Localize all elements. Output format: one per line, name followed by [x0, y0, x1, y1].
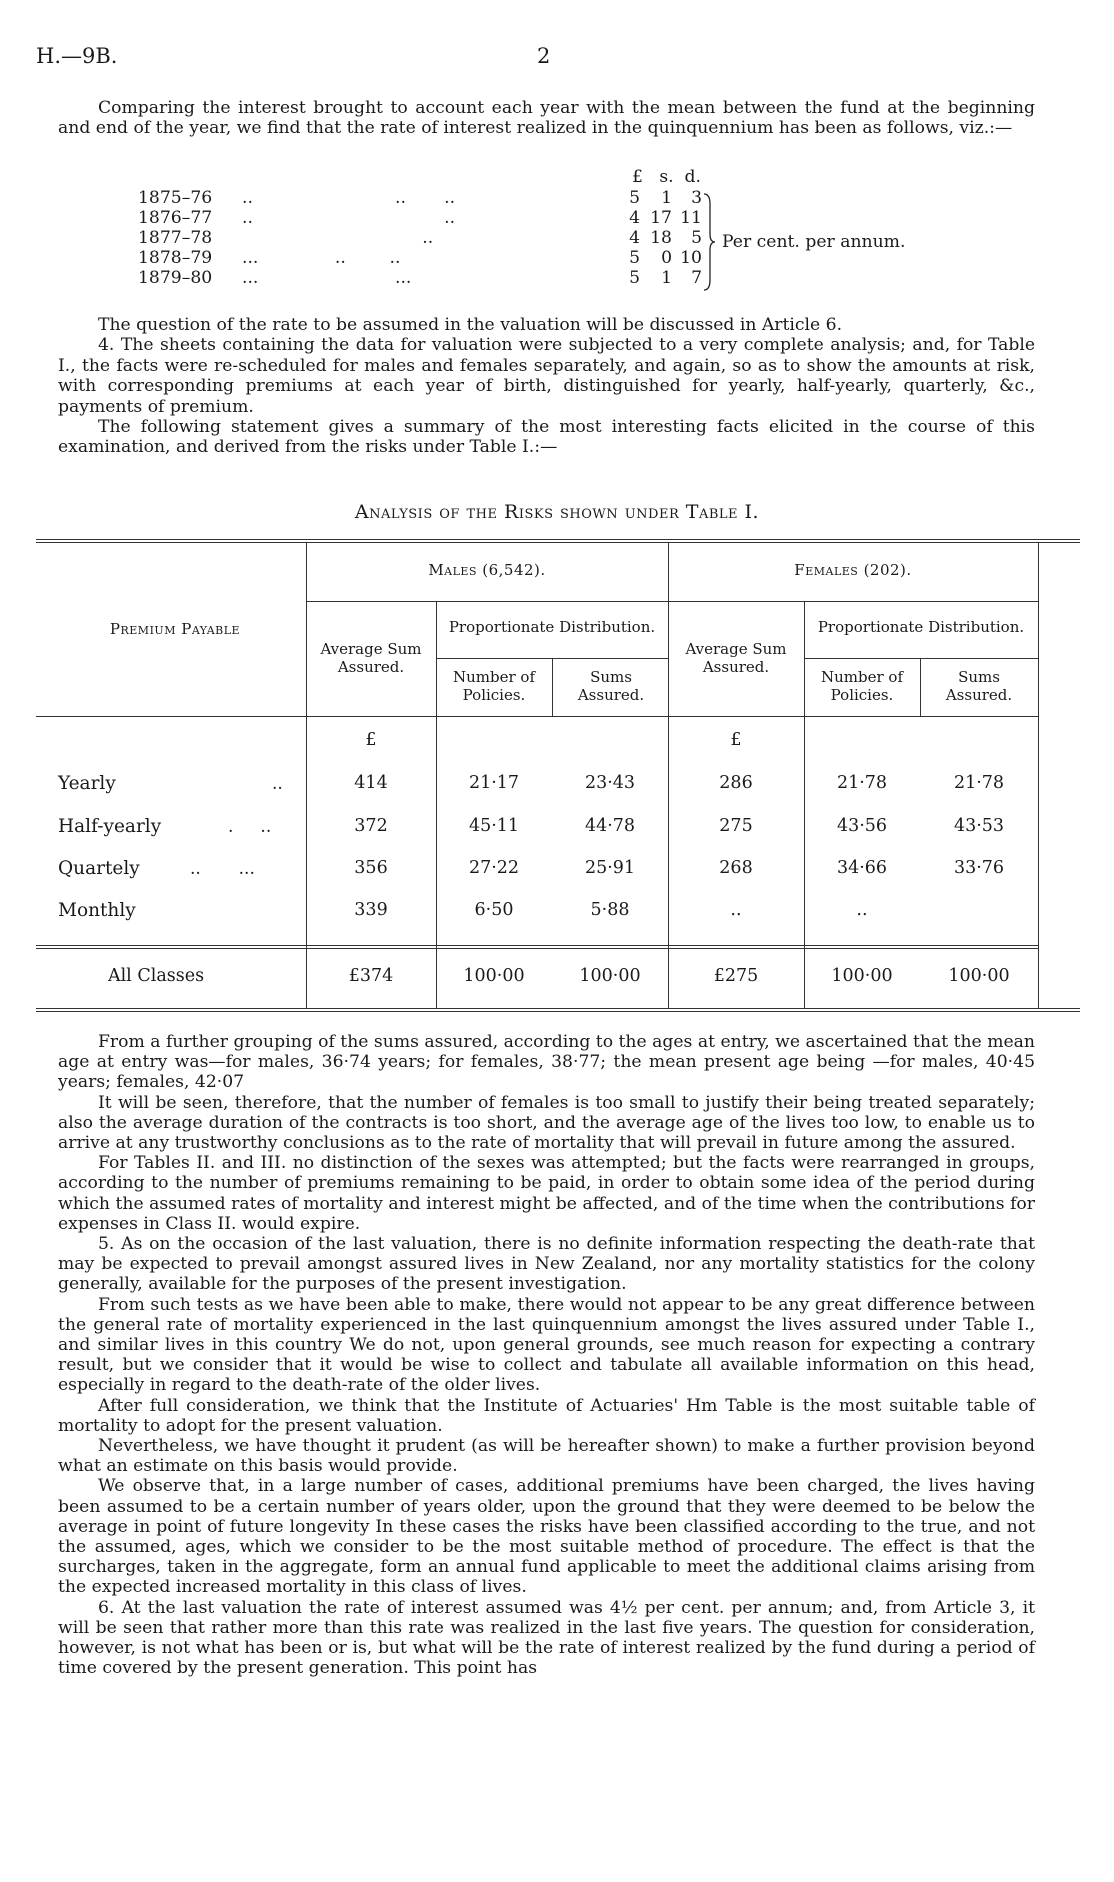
- table-rule: [1038, 542, 1039, 1008]
- rates-units: £ s. d.: [632, 167, 702, 187]
- female-num-policies-header: Number of Policies.: [820, 668, 903, 704]
- table-rule: [36, 716, 1038, 717]
- female-sums-assured-header: Sums Assured.: [945, 668, 1013, 704]
- table-rule: [804, 658, 1038, 659]
- males-header: Males (6,542).: [428, 561, 546, 579]
- table-rule: [920, 658, 921, 716]
- intro-paragraph: Comparing the interest brought to account each year with the mean between the fund at the beginning and end of the year, we find that the rate of interest realized in the quinquennium has been as follows, viz.:—: [58, 98, 1035, 139]
- body-paragraphs: From a further grouping of the sums assured, according to the ages at entry, we ascertained that the mean age at entry was—for males, 36·74 years; for females, 38·77; the mean present age being —for males, 40·45 years; females, 42·07 It will be seen, therefore, that the number of females is too small to justify their being treated separately; also the average duration of the contracts is too short, and the average age of the lives too low, to enable us to arrive at any trustworthy conclusions as to the rate of mortality that will prevail in future among the assured. For Tables II. and III. no distinction of the sexes was attempted; but the facts were rearranged in groups, according to the number of premiums remaining to be paid, in order to obtain some idea of the period during which the assumed rates of mortality and interest might be affected, and of the time when the contributions for expenses in Class II. would expire. 5. As on the occasion of the last valuation, there is no definite information respecting the death-rate that may be expected to prevail amongst assured lives in New Zealand, nor any mortality statistics for the colony generally, available for the purposes of the present investigation. From such tests as we have been able to make, there would not appear to be any great difference between the general rate of mortality experienced in the last quinquennium amongst the lives assured under Table I., and similar lives in this country We do not, upon general grounds, see much reason for expecting a contrary result, but we consider that it would be wise to collect and tabulate all available information on this head, especially in regard to the death-rate of the older lives. After full consideration, we think that the Institute of Actuaries' Hm Table is the most suitable table of mortality to adopt for the present valuation. Nevertheless, we have thought it prudent (as will be hereafter shown) to make a further provision beyond what an estimate on this basis would provide. We observe that, in a large number of cases, additional premiums have been charged, the lives having been assumed to be a certain number of years older, upon the ground that they were deemed to be below the average in point of future longevity In these cases the risks have been classified according to the true, and not the assumed, ages, which we consider to be the most suitable method of procedure. The effect is that the surcharges, taken in the aggregate, form an annual fund applicable to meet the additional claims arising from the expected increased mortality in this class of lives. 6. At the last valuation the rate of interest assumed was 4½ per cent. per annum; and, from Article 3, it will be seen that rather more than this rate was realized in the last five years. The question for consideration, however, is not what has been or is, but what will be the rate of interest realized by the fund during a period of time covered by the present generation. This point has: [58, 1032, 1035, 1679]
- document-reference: H.—9B.: [36, 44, 118, 68]
- table-rule: [668, 601, 1038, 602]
- table-rule: [804, 601, 805, 1008]
- table-rule: [36, 948, 1038, 949]
- females-header: Females (202).: [794, 561, 912, 579]
- table-rule: [36, 945, 1038, 946]
- document-page: H.—9B. 2 Comparing the interest brought to account each year with the mean between the fund at the beginning and end of the year, we find that the rate of interest realized in the quinquennium has been as follows, viz.:— £ s. d. 1875–76 .. .. .. 5 1 3 1876–77 .. .. 4 17 11 1877–78 .. 4 18 5 1878–79 ... .. .. 5 0 10 1879–80 ... ... 5 1 7 Per cent. per annum. The question of the rate to be assumed in the valuation will be discussed in Article 6. 4. The sheets containing the data for valuation were subjected to a very complete analysis; and, for Table I., the facts were re-scheduled for males and females separately, and again, so as to show the amounts at risk, with corresponding premiums at each year of birth, distinguished for yearly, half-yearly, quarterly, &c., payments of premium. The following statement gives a summary of the most interesting facts elicited in the course of this examination, and derived from the risks under Table I.:— Analysis of the Risks shown under Table I. Premium Payable Males (6,542). Females (202). Average Sum Assured. Proportionate Distribution. Number of Policies. Sums Assured. Average Sum Assured. Proportionate Distribution. Number of Policies. Sums Assured. £ £ Yearly .. 414 21·17 23·43 286 21·78 21·78 Half-yearly . .. 372 45·11 44·78 275 43·56 43·53 Quartely .. ... 356 27·22 25·91 268 34·66 33·76 Monthly 339 6·50 5·88 .. .. All Classes £374 100·00 100·00 £275 100·00 100·00 From a further grouping of the sums assured, according to the ages at entry, we ascertained that the mean age at entry was—for males, 36·74 years; for females, 38·77; the mean present age being —for males, 40·45 years; females, 42·07 It will be seen, therefore, that the number of females is too small to justify their being treated separately; also the average duration of the contracts is too short, and the average age of the lives too low, to enable us to arrive at any trustworthy conclusions as to the rate of mortality that will prevail in future among the assured. For Tables II. and III. no distinction of the sexes was attempted; but the facts were rearranged in groups, according to the number of premiums remaining to be paid, in order to obtain some idea of the period during which the assumed rates of mortality and interest might be affected, and of the time when the contributions for expenses in Class II. would expire. 5. As on the occasion of the last valuation, there is no definite information respecting the death-rate that may be expected to prevail amongst assured lives in New Zealand, nor any mortality statistics for the colony generally, available for the purposes of the present investigation. From such tests as we have been able to make, there would not appear to be any great difference between the general rate of mortality experienced in the last quinquennium amongst the lives assured under Table I., and similar lives in this country We do not, upon general grounds, see much reason for expecting a contrary result, but we consider that it would be wise to collect and tabulate all available information on this head, especially in regard to the death-rate of the older lives. After full consideration, we think that the Institute of Actuaries' Hm Table is the most suitable table of mortality to adopt for the present valuation. Nevertheless, we have thought it prudent (as will be hereafter shown) to make a further provision beyond what an estimate on this basis would provide. We observe that, in a large number of cases, additional premiums have been charged, the lives having been assumed to be a certain number of years older, upon the ground that they were deemed to be below the average in point of future longevity In these cases the risks have been classified according to the true, and not the assumed, ages, which we consider to be the most suitable method of procedure. The effect is that the surcharges, taken in the aggregate, form an annual fund applicable to meet the additional claims arising from the expected increased mortality in this class of lives. 6. At the last valuation the rate of interest assumed was 4½ per cent. per annum; and, from Article 3, it will be seen that rather more than this rate was realized in the last five years. The question for consideration, however, is not what has been or is, but what will be the rate of interest realized by the fund during a period of time covered by the present generation. This point has: [0, 0, 1114, 1882]
- currency-symbol: £: [730, 730, 742, 750]
- male-prop-dist-header: Proportionate Distribution.: [448, 618, 656, 636]
- rates-note: Per cent. per annum.: [722, 232, 906, 252]
- premium-payable-header: Premium Payable: [109, 620, 241, 638]
- page-number: 2: [537, 44, 551, 68]
- table-rule: [552, 658, 553, 716]
- female-avg-sum-header: Average Sum Assured.: [685, 640, 787, 676]
- female-prop-dist-header: Proportionate Distribution.: [817, 618, 1025, 636]
- male-num-policies-header: Number of Policies.: [452, 668, 535, 704]
- table-rule: [36, 1008, 1080, 1009]
- male-avg-sum-header: Average Sum Assured.: [320, 640, 422, 676]
- currency-symbol: £: [365, 730, 377, 750]
- table-title: Analysis of the Risks shown under Table I.: [354, 501, 760, 523]
- table-rule: [36, 542, 1080, 543]
- post-rates-paragraphs: The question of the rate to be assumed in the valuation will be discussed in Article 6. 4. The sheets containing the data for valuation were subjected to a very complete analysis; and, for Table I., the facts were re-scheduled for males and females separately, and again, so as to show the amounts at risk, with corresponding premiums at each year of birth, distinguished for yearly, half-yearly, quarterly, &c., payments of premium. The following statement gives a summary of the most interesting facts elicited in the course of this examination, and derived from the risks under Table I.:—: [58, 315, 1035, 458]
- curly-brace-icon: [702, 192, 716, 292]
- male-sums-assured-header: Sums Assured.: [577, 668, 645, 704]
- table-rule: [36, 539, 1080, 540]
- table-rule: [436, 601, 437, 1008]
- table-rule: [306, 601, 668, 602]
- table-rule: [36, 1011, 1080, 1012]
